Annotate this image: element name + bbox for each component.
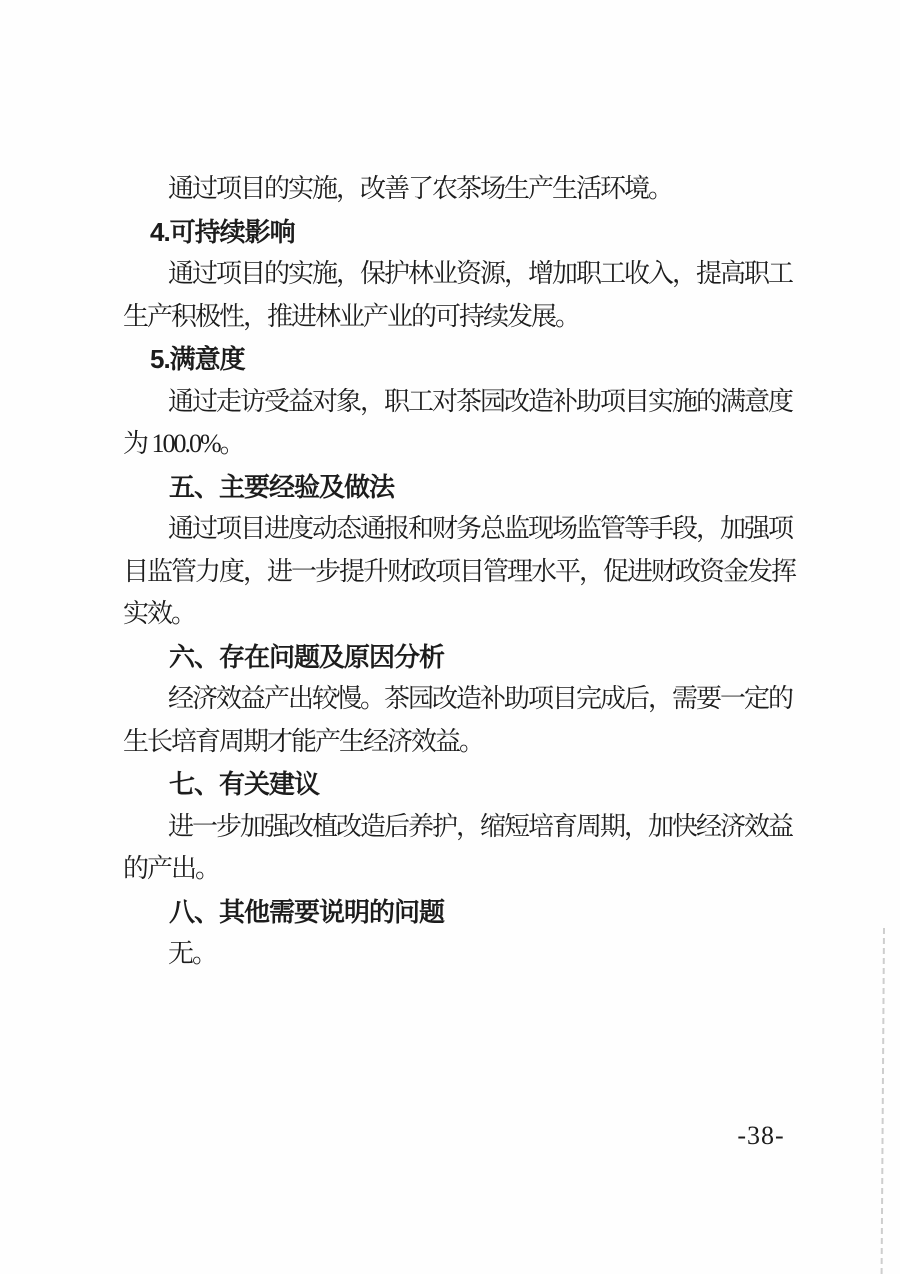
paragraph-line: 经济效益产出较慢。茶园改造补助项目完成后，需要一定的 <box>168 684 793 713</box>
paragraph-line: 通过项目进度动态通报和财务总监现场监管等手段，加强项 <box>168 514 793 543</box>
section-heading-5-experience: 五、主要经验及做法 <box>169 471 395 502</box>
section-heading-8-other-issues: 八、其他需要说明的问题 <box>169 896 445 927</box>
page-number: -38- <box>737 1121 785 1150</box>
paragraph-line: 为 100.0%。 <box>123 429 244 458</box>
paragraph-line: 目监管力度，进一步提升财政项目管理水平，促进财政资金发挥 <box>123 556 796 586</box>
paragraph-line: 通过走访受益对象，职工对茶园改造补助项目实施的满意度 <box>168 386 793 416</box>
sub-heading-5-satisfaction: 5.满意度 <box>150 344 245 374</box>
paragraph-line: 通过项目的实施，保护林业资源，增加职工收入，提高职工 <box>168 259 793 288</box>
paragraph-line: 生长培育周期才能产生经济效益。 <box>123 726 484 756</box>
section-heading-6-problems: 六、存在问题及原因分析 <box>169 641 445 672</box>
section-heading-7-suggestions: 七、有关建议 <box>169 769 320 799</box>
paragraph-line: 进一步加强改植改造后养护，缩短培育周期，加快经济效益 <box>168 811 793 841</box>
scan-edge-dashed-line <box>881 928 885 1274</box>
paragraph-line: 生产积极性，推进林业产业的可持续发展。 <box>123 301 580 331</box>
paragraph-line: 实效。 <box>123 599 196 628</box>
paragraph-line: 通过项目的实施，改善了农茶场生产生活环境。 <box>168 174 673 203</box>
paragraph-line: 的产出。 <box>123 854 220 883</box>
paragraph-line: 无。 <box>168 939 217 968</box>
document-body <box>123 168 795 976</box>
sub-heading-4-sustainability: 4.可持续影响 <box>150 216 295 247</box>
